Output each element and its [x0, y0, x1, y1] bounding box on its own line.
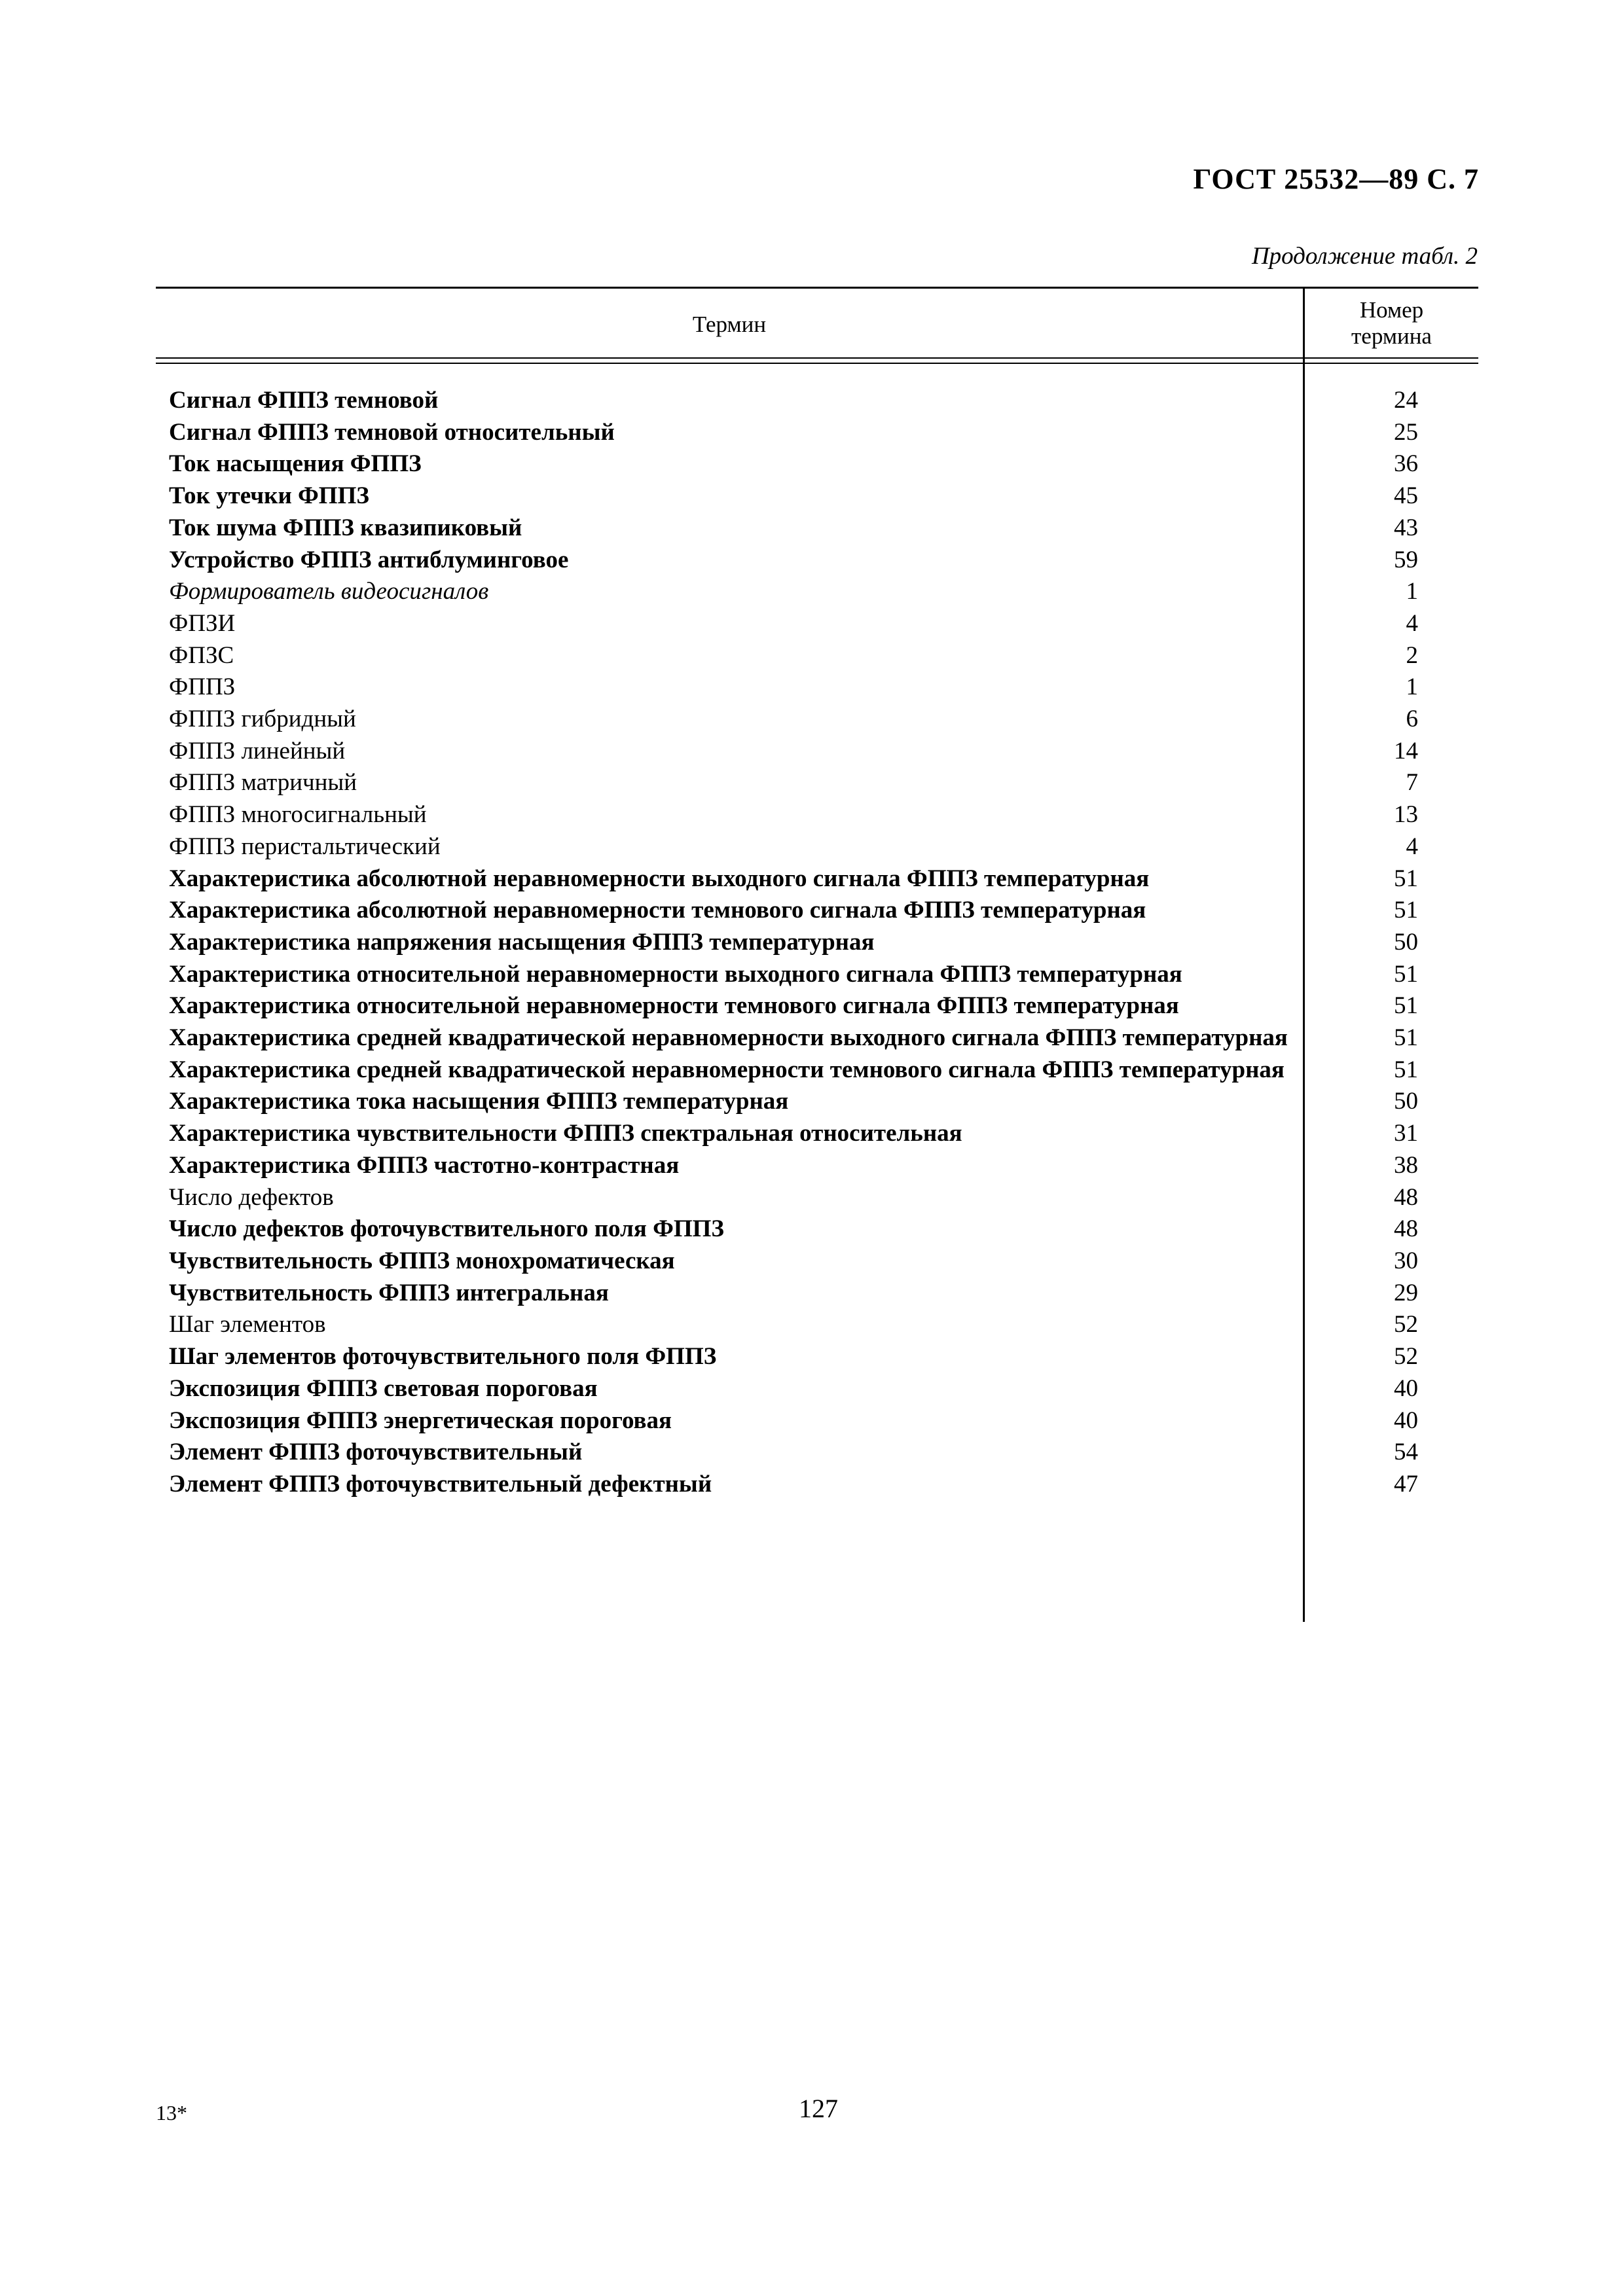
- term-number-cell: 51: [1394, 865, 1418, 892]
- table-row: [169, 480, 1478, 512]
- term-cell: Ток шума ФППЗ квазипиковый: [169, 514, 522, 541]
- term-cell: ФППЗ перистальтический: [169, 833, 441, 860]
- term-cell: ФППЗ гибридный: [169, 706, 356, 733]
- table-row: [169, 895, 1478, 927]
- term-cell: Характеристика средней квадратической неравномерности выходного сигнала ФППЗ температурная: [169, 1024, 1288, 1052]
- table-row: [169, 672, 1478, 704]
- table-row: [169, 831, 1478, 863]
- term-number-cell: 47: [1394, 1470, 1418, 1498]
- table-row: [169, 1405, 1478, 1437]
- term-cell: ФППЗ многосигнальный: [169, 801, 427, 829]
- table-row: [169, 959, 1478, 991]
- page-number: 127: [799, 2094, 838, 2123]
- table-row: [169, 1022, 1478, 1054]
- table-row: [169, 767, 1478, 799]
- document-header-title: ГОСТ 25532—89 С. 7: [1193, 163, 1479, 195]
- term-cell: Сигнал ФППЗ темновой: [169, 387, 439, 414]
- column-header-term: Термин: [692, 312, 767, 337]
- term-number-cell: 40: [1394, 1374, 1418, 1402]
- table-row: [169, 704, 1478, 736]
- term-number-cell: 43: [1394, 514, 1418, 541]
- term-cell: ФПЗС: [169, 641, 234, 669]
- term-number-cell: 7: [1406, 769, 1418, 797]
- term-cell: Устройство ФППЗ антиблуминговое: [169, 546, 569, 573]
- term-cell: Чувствительность ФППЗ интегральная: [169, 1279, 609, 1306]
- table-top-rule: [156, 287, 1478, 289]
- table-row: [169, 1213, 1478, 1246]
- term-cell: Шаг элементов: [169, 1311, 326, 1338]
- term-number-cell: 51: [1394, 992, 1418, 1020]
- term-number-cell: 14: [1394, 737, 1418, 764]
- table-row: [169, 545, 1478, 577]
- term-number-cell: 40: [1394, 1407, 1418, 1434]
- table-row: [169, 1054, 1478, 1086]
- table-row: [169, 640, 1478, 672]
- term-number-cell: 50: [1394, 928, 1418, 956]
- term-number-cell: 2: [1406, 641, 1418, 669]
- term-number-cell: 59: [1394, 546, 1418, 573]
- term-cell: Элемент ФППЗ фоточувствительный дефектный: [169, 1470, 712, 1498]
- term-cell: Характеристика абсолютной неравномерности выходного сигнала ФППЗ температурная: [169, 865, 1150, 892]
- term-number-cell: 4: [1406, 833, 1418, 860]
- term-number-cell: 51: [1394, 1024, 1418, 1052]
- term-cell: Число дефектов: [169, 1183, 334, 1211]
- term-number-cell: 51: [1394, 1056, 1418, 1083]
- term-number-cell: 29: [1394, 1279, 1418, 1306]
- terms-table: [156, 287, 1478, 1622]
- table-row: [169, 1086, 1478, 1118]
- term-cell: Характеристика абсолютной неравномерности темнового сигнала ФППЗ температурная: [169, 897, 1146, 924]
- table-row: [169, 799, 1478, 831]
- footer-mark: 13*: [156, 2101, 187, 2125]
- table-row: [169, 576, 1478, 608]
- term-number-cell: 4: [1406, 609, 1418, 637]
- term-number-cell: 6: [1406, 706, 1418, 733]
- table-row: [169, 736, 1478, 768]
- term-cell: Экспозиция ФППЗ световая пороговая: [169, 1374, 598, 1402]
- table-row: [169, 863, 1478, 895]
- table-row: [169, 512, 1478, 545]
- table-row: [169, 448, 1478, 480]
- term-number-cell: 25: [1394, 418, 1418, 446]
- table-continuation-label: Продолжение табл. 2: [1251, 243, 1478, 270]
- term-cell: ФППЗ матричный: [169, 769, 357, 797]
- table-row: [169, 608, 1478, 640]
- term-number-cell: 50: [1394, 1088, 1418, 1115]
- table-row: [169, 1150, 1478, 1182]
- term-number-cell: 30: [1394, 1247, 1418, 1274]
- term-number-cell: 1: [1406, 578, 1418, 605]
- term-cell: Характеристика ФППЗ частотно-контрастная: [169, 1151, 680, 1179]
- term-number-cell: 38: [1394, 1151, 1418, 1179]
- column-header-number: [1305, 297, 1478, 350]
- table-row: [169, 1373, 1478, 1405]
- term-cell: ФППЗ линейный: [169, 737, 346, 764]
- term-number-cell: 51: [1394, 897, 1418, 924]
- term-cell: Характеристика напряжения насыщения ФППЗ температурная: [169, 928, 875, 956]
- table-row: [169, 1182, 1478, 1214]
- table-row: [169, 385, 1478, 417]
- term-cell: Ток насыщения ФППЗ: [169, 450, 422, 478]
- term-cell: Число дефектов фоточувствительного поля ФППЗ: [169, 1215, 724, 1243]
- term-number-cell: 13: [1394, 801, 1418, 829]
- table-row: [169, 1469, 1478, 1501]
- term-cell: Чувствительность ФППЗ монохроматическая: [169, 1247, 675, 1274]
- term-cell: Характеристика тока насыщения ФППЗ температурная: [169, 1088, 789, 1115]
- term-cell: ФППЗ: [169, 673, 236, 701]
- term-cell: Характеристика чувствительности ФППЗ спектральная относительная: [169, 1120, 962, 1147]
- column-header-number-line2: термина: [1351, 323, 1432, 349]
- table-row: [169, 1246, 1478, 1278]
- term-cell: Шаг элементов фоточувствительного поля ФППЗ: [169, 1343, 717, 1371]
- table-row: [169, 990, 1478, 1022]
- term-number-cell: 52: [1394, 1311, 1418, 1338]
- term-number-cell: 36: [1394, 450, 1418, 478]
- table-row: [169, 1309, 1478, 1341]
- term-cell: Формирователь видеосигналов: [169, 578, 489, 605]
- table-row: [169, 1437, 1478, 1469]
- term-cell: Характеристика средней квадратической неравномерности темнового сигнала ФППЗ температурная: [169, 1056, 1285, 1083]
- term-cell: Экспозиция ФППЗ энергетическая пороговая: [169, 1407, 672, 1434]
- table-row: [169, 417, 1478, 449]
- table-row: [169, 1341, 1478, 1373]
- term-number-cell: 24: [1394, 387, 1418, 414]
- term-cell: Сигнал ФППЗ темновой относительный: [169, 418, 615, 446]
- table-row: [169, 927, 1478, 959]
- term-cell: Характеристика относительной неравномерности выходного сигнала ФППЗ температурная: [169, 960, 1182, 988]
- term-number-cell: 54: [1394, 1439, 1418, 1466]
- column-header-number-line1: Номер: [1359, 297, 1424, 323]
- term-cell: Характеристика относительной неравномерности темнового сигнала ФППЗ температурная: [169, 992, 1179, 1020]
- term-cell: Элемент ФППЗ фоточувствительный: [169, 1439, 583, 1466]
- term-number-cell: 51: [1394, 960, 1418, 988]
- term-number-cell: 45: [1394, 482, 1418, 510]
- term-number-cell: 1: [1406, 673, 1418, 701]
- term-number-cell: 52: [1394, 1343, 1418, 1371]
- table-row: [169, 1118, 1478, 1150]
- table-rows: [169, 385, 1478, 1501]
- table-row: [169, 1278, 1478, 1310]
- term-cell: ФПЗИ: [169, 609, 236, 637]
- table-header-rule: [156, 357, 1478, 364]
- term-number-cell: 48: [1394, 1183, 1418, 1211]
- term-number-cell: 48: [1394, 1215, 1418, 1243]
- term-cell: Ток утечки ФППЗ: [169, 482, 369, 510]
- term-number-cell: 31: [1394, 1120, 1418, 1147]
